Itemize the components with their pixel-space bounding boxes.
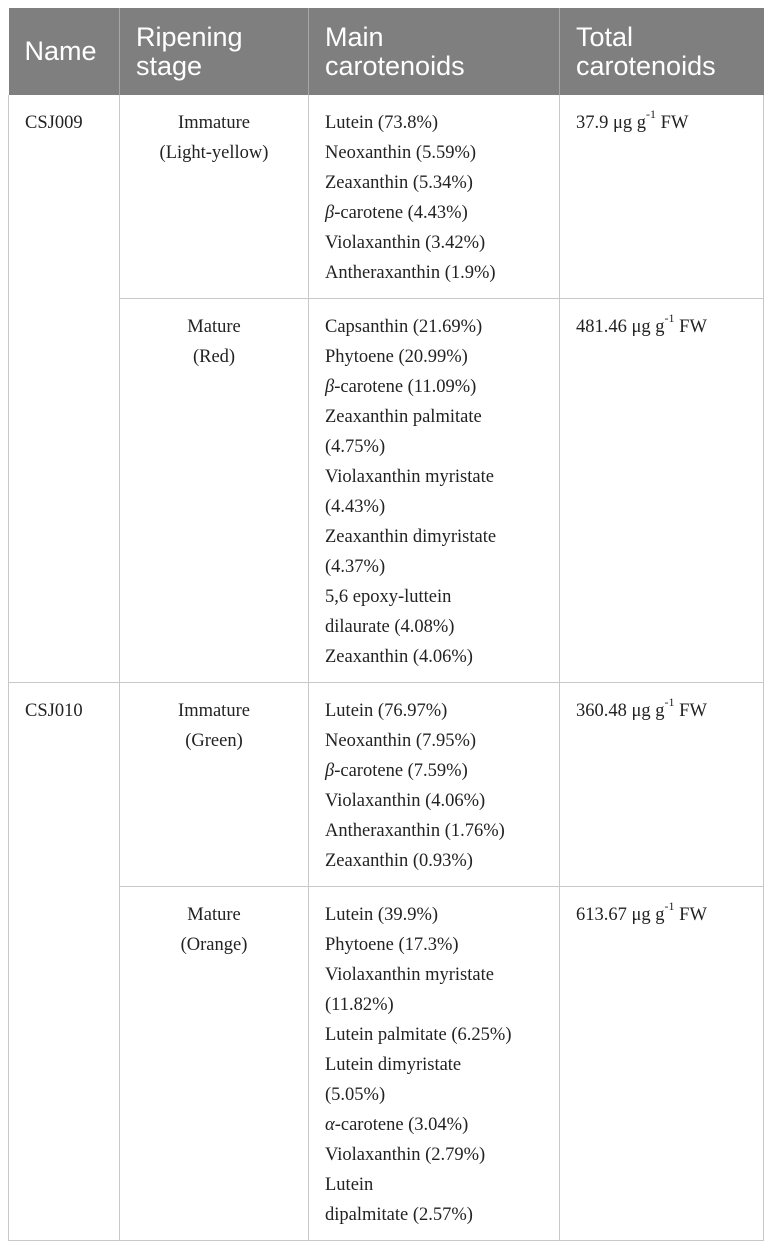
carotenoid-entry: Lutein (76.97%) bbox=[325, 701, 448, 721]
header-line: Total bbox=[576, 21, 634, 52]
ripening-stage-cell bbox=[120, 95, 309, 299]
carotenoid-entry: Violaxanthin myristate bbox=[325, 467, 494, 487]
carotenoid-entry: Antheraxanthin (1.9%) bbox=[325, 263, 496, 283]
unit-suffix: FW bbox=[674, 317, 707, 337]
carotenoid-entry: α-carotene (3.04%) bbox=[325, 1115, 469, 1135]
header-line: carotenoids bbox=[576, 50, 716, 81]
carotenoid-entry: dilaurate (4.08%) bbox=[325, 617, 455, 637]
carotenoid-entry: Zeaxanthin dimyristate bbox=[325, 527, 497, 547]
ripening-stage-line: Mature bbox=[187, 905, 241, 925]
total-value: 613.67 μg g bbox=[576, 905, 665, 925]
header-main-carotenoids bbox=[309, 8, 560, 95]
carotenoid-entry: Zeaxanthin (4.06%) bbox=[325, 647, 473, 667]
carotenoid-table bbox=[8, 8, 764, 1241]
sample-name-cell bbox=[9, 95, 120, 683]
unit-suffix: FW bbox=[656, 113, 689, 133]
ripening-stage-line: Immature bbox=[178, 113, 250, 133]
table-row bbox=[9, 683, 764, 887]
unit-exponent: -1 bbox=[646, 107, 657, 121]
carotenoid-entry: (4.75%) bbox=[325, 437, 386, 457]
main-carotenoids-cell bbox=[309, 683, 560, 887]
header-total-carotenoids bbox=[560, 8, 764, 95]
total-carotenoids-cell bbox=[560, 887, 764, 1241]
carotenoid-entry: Violaxanthin (3.42%) bbox=[325, 233, 486, 253]
sample-name-cell bbox=[9, 683, 120, 1241]
main-carotenoids-cell bbox=[309, 95, 560, 299]
sample-name: CSJ010 bbox=[25, 701, 83, 721]
table-row bbox=[9, 299, 764, 683]
unit-suffix: FW bbox=[674, 701, 707, 721]
ripening-stage-cell bbox=[120, 299, 309, 683]
carotenoid-entry: Antheraxanthin (1.76%) bbox=[325, 821, 505, 841]
total-value: 360.48 μg g bbox=[576, 701, 665, 721]
ripening-stage-line: Mature bbox=[187, 317, 241, 337]
header-line: Main bbox=[325, 21, 384, 52]
header-row bbox=[9, 8, 764, 95]
table-row bbox=[9, 887, 764, 1241]
header-ripening-stage bbox=[120, 8, 309, 95]
unit-suffix: FW bbox=[674, 905, 707, 925]
sample-name: CSJ009 bbox=[25, 113, 83, 133]
carotenoid-entry: Violaxanthin (4.06%) bbox=[325, 791, 486, 811]
carotenoid-entry: (4.43%) bbox=[325, 497, 386, 517]
ripening-stage-line: (Light-yellow) bbox=[159, 143, 269, 163]
carotenoid-entry: Lutein (39.9%) bbox=[325, 905, 439, 925]
header-line: Name bbox=[24, 36, 97, 66]
carotenoid-entry: Neoxanthin (7.95%) bbox=[325, 731, 477, 751]
total-carotenoids-cell bbox=[560, 95, 764, 299]
carotenoid-entry: Capsanthin (21.69%) bbox=[325, 317, 483, 337]
carotenoid-entry: β-carotene (7.59%) bbox=[325, 761, 468, 781]
header-line: stage bbox=[136, 50, 203, 81]
ripening-stage-cell bbox=[120, 683, 309, 887]
carotenoid-entry: β-carotene (11.09%) bbox=[325, 377, 477, 397]
carotenoid-entry: Violaxanthin myristate bbox=[325, 965, 494, 985]
main-carotenoids-cell bbox=[309, 299, 560, 683]
carotenoid-entry: 5,6 epoxy-luttein bbox=[325, 587, 452, 607]
carotenoid-entry: Phytoene (20.99%) bbox=[325, 347, 468, 367]
carotenoid-entry: Zeaxanthin (5.34%) bbox=[325, 173, 473, 193]
carotenoid-entry: Zeaxanthin (0.93%) bbox=[325, 851, 473, 871]
total-value: 37.9 μg g bbox=[576, 113, 647, 133]
table-body bbox=[9, 95, 764, 1241]
header-name bbox=[9, 8, 120, 95]
unit-exponent: -1 bbox=[664, 311, 675, 325]
carotenoid-entry: Lutein palmitate (6.25%) bbox=[325, 1025, 512, 1045]
ripening-stage-cell bbox=[120, 887, 309, 1241]
carotenoid-entry: β-carotene (4.43%) bbox=[325, 203, 468, 223]
carotenoid-entry: (4.37%) bbox=[325, 557, 386, 577]
carotenoid-entry: Lutein bbox=[325, 1175, 374, 1195]
carotenoid-entry: Phytoene (17.3%) bbox=[325, 935, 459, 955]
carotenoid-entry: Neoxanthin (5.59%) bbox=[325, 143, 477, 163]
total-value: 481.46 μg g bbox=[576, 317, 665, 337]
carotenoid-entry: (5.05%) bbox=[325, 1085, 386, 1105]
unit-exponent: -1 bbox=[664, 899, 675, 913]
carotenoid-entry: Zeaxanthin palmitate bbox=[325, 407, 482, 427]
ripening-stage-line: (Red) bbox=[192, 347, 236, 367]
carotenoid-entry: Lutein (73.8%) bbox=[325, 113, 439, 133]
total-carotenoids-cell bbox=[560, 683, 764, 887]
carotenoid-entry: Violaxanthin (2.79%) bbox=[325, 1145, 486, 1165]
carotenoid-entry: Lutein dimyristate bbox=[325, 1055, 462, 1075]
carotenoid-entry: (11.82%) bbox=[325, 995, 394, 1015]
header-line: Ripening bbox=[136, 21, 243, 52]
table-row bbox=[9, 95, 764, 299]
ripening-stage-line: (Orange) bbox=[180, 935, 248, 955]
header-line: carotenoids bbox=[325, 50, 465, 81]
ripening-stage-line: Immature bbox=[178, 701, 250, 721]
unit-exponent: -1 bbox=[664, 695, 675, 709]
total-carotenoids-cell bbox=[560, 299, 764, 683]
ripening-stage-line: (Green) bbox=[185, 731, 243, 751]
carotenoid-entry: dipalmitate (2.57%) bbox=[325, 1205, 473, 1225]
main-carotenoids-cell bbox=[309, 887, 560, 1241]
